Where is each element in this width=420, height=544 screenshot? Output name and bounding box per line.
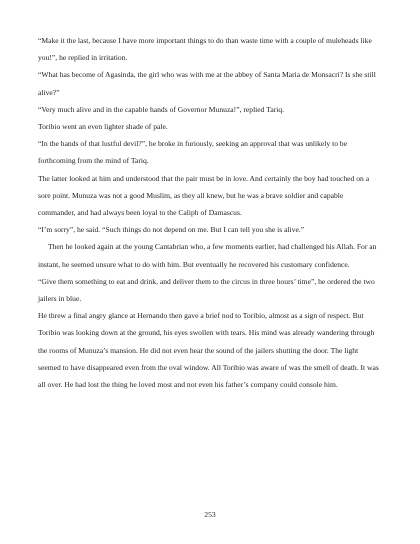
paragraph-6: The latter looked at him and understood that the pair must be in love. And certainly the boy had touched on a sore point. Munuza was not a good Muslim, as they all knew, but he was a brave soldier and capable commander, and had always been loyal to the Caliph of Damascus. bbox=[38, 173, 370, 218]
paragraph-1: “Make it the last, because I have more important things to do than waste time with a couple of muleheads like you!”, he replied in irritation. bbox=[38, 36, 372, 63]
paragraph-3: “Very much alive and in the capable hands of Governor Munuza!”, replied Tariq. bbox=[38, 104, 285, 114]
paragraph-9: “Give them something to eat and drink, and deliver them to the circus in three hours’ time”, he ordered the two jailers in blue. bbox=[38, 276, 375, 304]
page-number: 253 bbox=[204, 510, 216, 519]
paragraph-8: Then he looked again at the young Cantabrian who, a few moments earlier, had challenged his Allah. For an instant, he seemed unsure what to do with him. But eventually he recovered his customary confidence. bbox=[38, 242, 377, 269]
paragraph-2: “What has become of Agasinda, the girl who was with me at the abbey of Santa Maria de Monsacri? Is she still alive?” bbox=[38, 70, 376, 97]
paragraph-4: Toribio went an even lighter shade of pale. bbox=[38, 122, 168, 132]
paragraph-5: “In the hands of that lustful devil?”, he broke in furiously, seeking an approval that was unlikely to be forthcoming from the mind of Tariq. bbox=[38, 139, 348, 166]
paragraph-7: “I’m sorry”, he said. “Such things do not depend on me. But I can tell you she is alive.” bbox=[38, 225, 305, 235]
paragraph-10: He threw a final angry glance at Hernando then gave a brief nod to Toribio, almost as a sign of respect. But Toribio was looking down at the ground, his eyes swollen with tears. His mind was already wandering through the rooms of Munuza’s mansion. He did not even hear the sound of the jailers shutting the door. The light seemed to have disappeared even from the oval window. All Toribio was aware of was the smell of death. It was all over. He had lost the thing he loved most and not even his father’s company could console him. bbox=[38, 311, 379, 390]
body-text bbox=[38, 32, 382, 393]
